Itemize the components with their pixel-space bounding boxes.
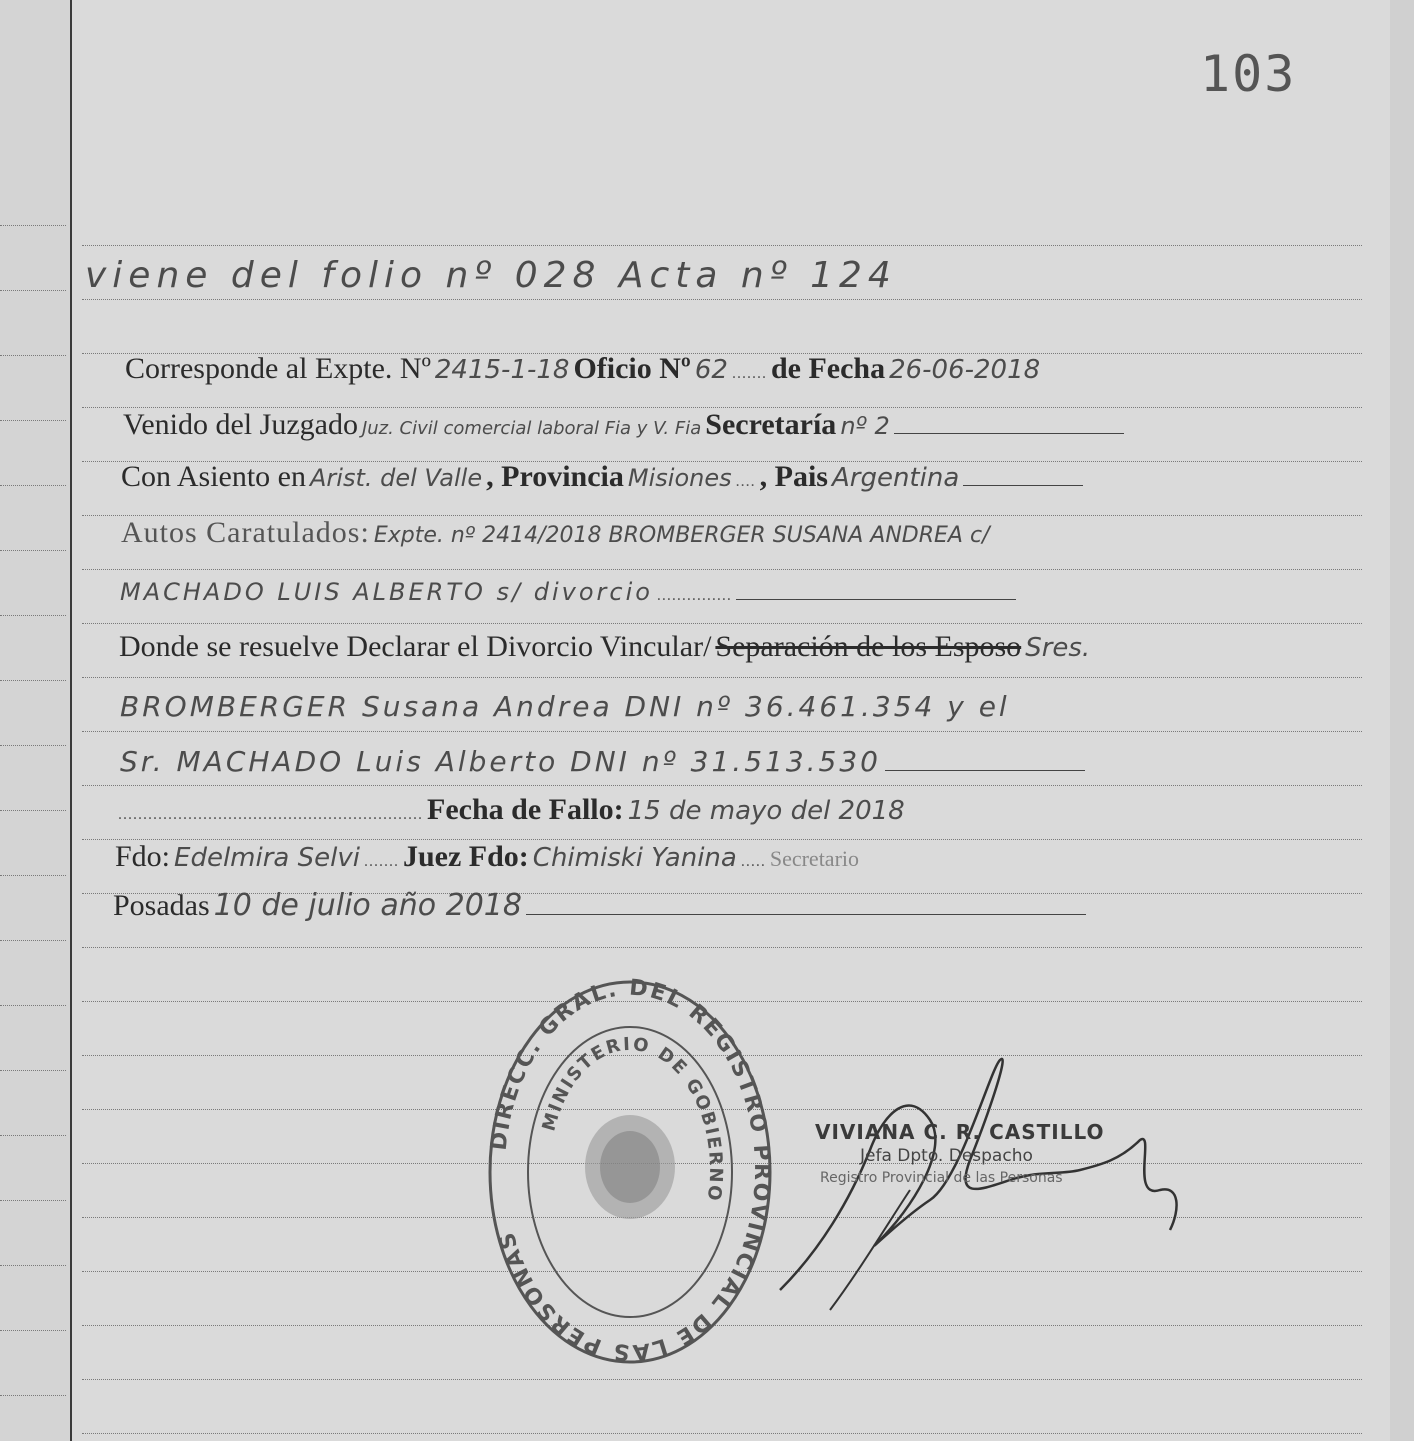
juez-label: Juez Fdo: <box>402 840 529 873</box>
page-rule <box>82 623 1362 624</box>
autos-line <box>121 516 989 550</box>
firmas-line: Fdo: Edelmira Selvi ....... Juez Fdo: Chimiski Yanina ..... Secretario <box>115 840 860 873</box>
page-rule <box>82 245 1362 246</box>
margin-rule <box>0 680 66 681</box>
juzgado-value: Juz. Civil comercial laboral Fia y V. Fia <box>361 418 702 439</box>
margin-rule <box>0 875 66 876</box>
juzgado-line <box>123 408 1124 442</box>
page-rule <box>82 569 1362 570</box>
signatory-block <box>815 1120 1105 1186</box>
page-rule <box>82 299 1362 300</box>
parties-line-2 <box>120 745 1085 778</box>
resuelve-label: Donde se resuelve Declarar el Divorcio Vincular/ <box>119 630 712 663</box>
margin-rule <box>0 745 66 746</box>
pais-value: Argentina <box>831 463 960 493</box>
page-rule <box>82 731 1362 732</box>
right-margin <box>1390 0 1414 1441</box>
fallo-label: Fecha de Fallo: <box>427 793 624 826</box>
asiento-line: Con Asiento en Arist. del Valle , Provincia Misiones .... , Pais Argentina <box>121 460 1083 494</box>
margin-rule <box>0 290 66 291</box>
provincia-value: Misiones <box>627 464 732 492</box>
parties-line-1 <box>120 690 1010 723</box>
lugar-line <box>113 888 1086 923</box>
oficio-value: 62 <box>694 355 728 385</box>
margin-rule <box>0 1005 66 1006</box>
autos-line1: Expte. nº 2414/2018 BROMBERGER SUSANA ANDREA c/ <box>373 523 990 548</box>
autos-line-2: MACHADO LUIS ALBERTO s/ divorcio ............... <box>120 578 1016 606</box>
autos-line2: MACHADO LUIS ALBERTO s/ divorcio <box>120 578 653 606</box>
page-rule <box>82 677 1362 678</box>
fallo-value: 15 de mayo del 2018 <box>627 796 905 826</box>
header-note: viene del folio nº 028 Acta nº 124 <box>85 255 897 296</box>
margin-rule <box>0 550 66 551</box>
page-rule <box>82 947 1362 948</box>
signatory-office: Registro Provincial de las Personas <box>820 1170 1063 1186</box>
provincia-label: , Provincia <box>486 460 624 493</box>
stamp-outer-text: DIRECC. GRAL. DEL REGISTRO PROVINCIAL DE LAS PERSONAS <box>486 975 775 1365</box>
margin-rule <box>0 485 66 486</box>
fecha-value: 26-06-2018 <box>889 355 1041 385</box>
folio-number: 103 <box>1200 45 1297 103</box>
page-rule <box>82 785 1362 786</box>
margin-rule <box>0 420 66 421</box>
left-margin <box>0 0 70 1441</box>
margin-rule <box>0 1200 66 1201</box>
signatory-title: Jefa Dpto. Despacho <box>860 1146 1033 1166</box>
juzgado-label: Venido del Juzgado <box>123 408 358 441</box>
signatory-name: VIVIANA C. R. CASTILLO <box>815 1120 1105 1144</box>
fallo-line: ............................................................. Fecha de Fallo: 15 de mayo del 2018 <box>118 793 905 826</box>
margin-rule <box>0 1395 66 1396</box>
margin-rule <box>0 810 66 811</box>
handwritten-signature <box>760 1050 1200 1330</box>
lugar-value: 10 de julio año 2018 <box>213 888 522 923</box>
resuelve-line1: BROMBERGER Susana Andrea DNI nº 36.461.354 y el <box>120 690 1010 723</box>
pais-label: , Pais <box>759 460 828 493</box>
margin-rule <box>0 1070 66 1071</box>
official-stamp <box>485 975 775 1370</box>
page-rule <box>82 1379 1362 1380</box>
expte-label: Corresponde al Expte. Nº <box>125 352 431 385</box>
margin-rule <box>0 355 66 356</box>
juez-name: Edelmira Selvi <box>174 843 360 873</box>
secretaria-label: Secretaría <box>705 408 837 441</box>
margin-rule <box>0 1135 66 1136</box>
oficio-label: Oficio Nº <box>573 352 691 385</box>
margin-rule <box>0 940 66 941</box>
page-rule <box>82 1433 1362 1434</box>
asiento-label: Con Asiento en <box>121 460 306 493</box>
coat-of-arms-icon <box>585 1115 675 1219</box>
resuelve-line2: Sr. MACHADO Luis Alberto DNI nº 31.513.530 <box>120 745 881 778</box>
asiento-value: Arist. del Valle <box>310 464 483 492</box>
autos-label: Autos Caratulados: <box>121 516 370 549</box>
secretaria-value: nº 2 <box>840 412 890 440</box>
fecha-label: de Fecha <box>770 352 886 385</box>
lugar-label: Posadas <box>113 889 210 922</box>
secretario-name: Chimiski Yanina <box>532 843 737 873</box>
margin-rule <box>0 1330 66 1331</box>
expte-value: 2415-1-18 <box>434 355 570 385</box>
stamp-inner-text: MINISTERIO DE GOBIERNO <box>538 1033 727 1204</box>
margin-rule <box>0 615 66 616</box>
resuelve-line <box>119 630 1090 664</box>
resuelve-struck: Separación de los Esposo <box>715 630 1022 663</box>
margin-rule <box>0 225 66 226</box>
fdo-label: Fdo: <box>115 840 171 873</box>
resuelve-after: Sres. <box>1025 633 1091 663</box>
margin-rule <box>0 1265 66 1266</box>
secretario-label: Secretario <box>769 846 860 871</box>
expte-line: Corresponde al Expte. Nº 2415-1-18 Oficio Nº 62 ....... de Fecha 26-06-2018 <box>125 352 1041 385</box>
